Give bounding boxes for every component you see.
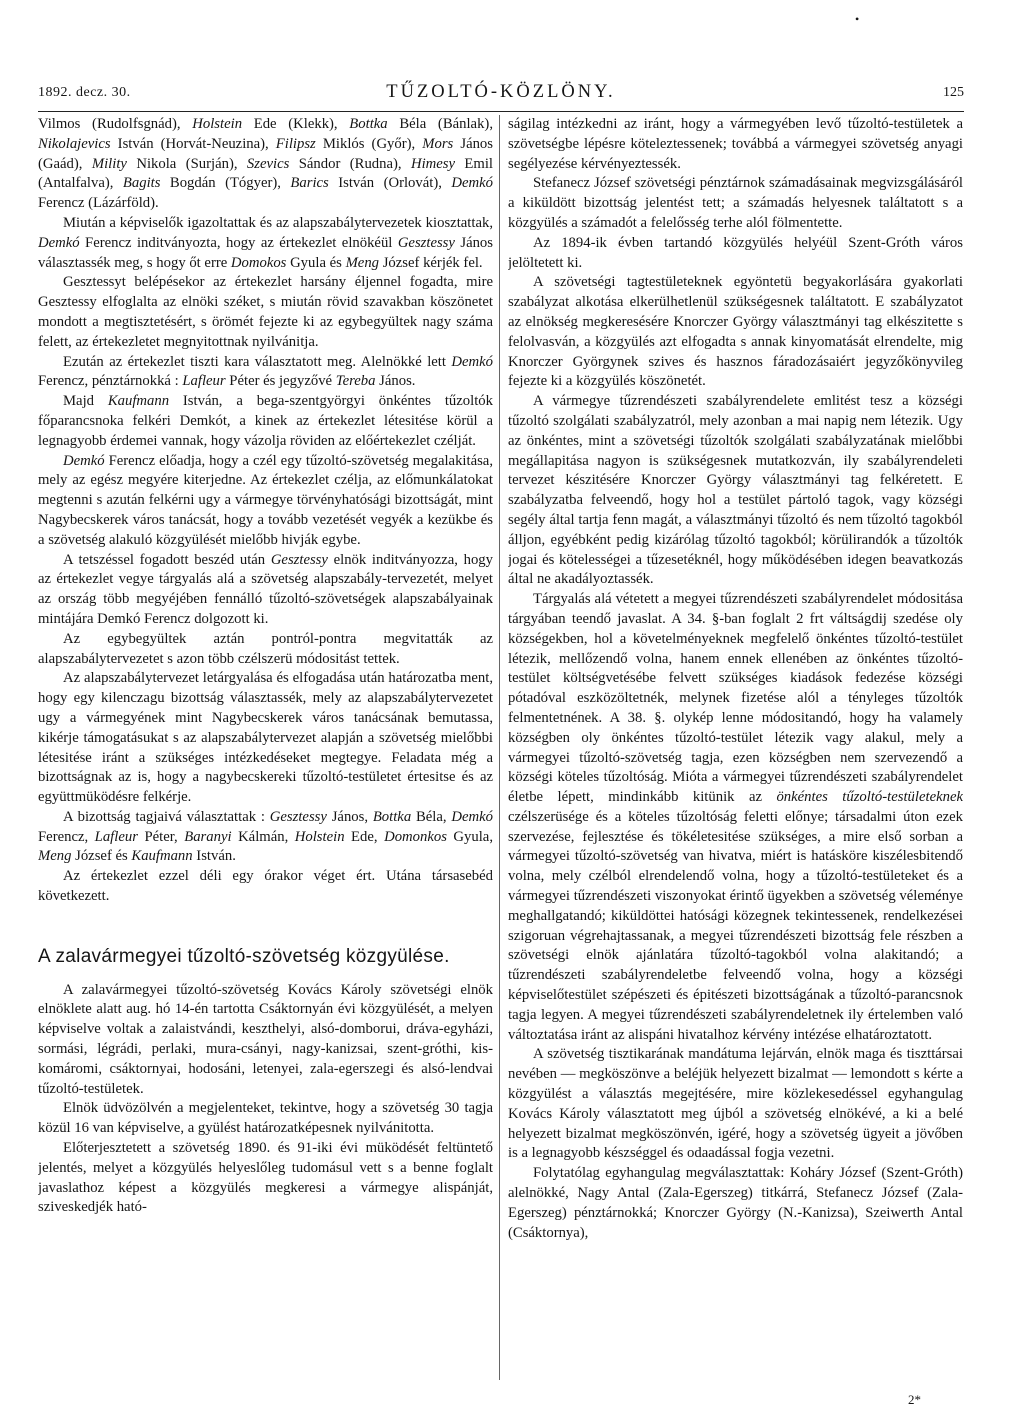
italic-name: Demkó — [451, 353, 493, 370]
italic-name: Lafleur — [182, 373, 226, 390]
italic-name: Domonkos — [384, 828, 447, 845]
paragraph: Stefanecz József szövetségi pénztárnok számadásainak megvizsgálásáról a kiküldött bizottság jelentést tett; a számadás helyesnek találtatott s a közgyülés a számadót a felelősség terhe alól fölmentette. — [508, 175, 963, 231]
article-heading: A zalavármegyei tűzoltó-szövetség közgyülése. — [38, 945, 450, 967]
italic-name: Demkó — [63, 452, 105, 469]
italic-name: Domokos — [230, 254, 287, 271]
paragraph: A bizottság tagjaivá választattak : Gesztessy János, Bottka Béla, Demkó Ferencz, Lafleur Péter, Baranyi Kálmán, Holstein Ede, Domonkos Gyula, Meng József és Kaufmann István. — [38, 808, 493, 865]
paragraph: Miután a képviselők igazoltattak és az alapszabálytervezetek kiosztattak, Demkó Ferencz inditványozta, hogy az értekezlet elnökéül Gesztessy János választassék meg, s hogy őt erre Domokos Gyula és Meng József kérjék fel. — [38, 214, 493, 271]
newspaper-title: TŰZOLTÓ-KÖZLÖNY. — [386, 82, 616, 102]
footer-signature: 2* — [908, 1392, 921, 1407]
italic-name: önkéntes tűzoltó-testületeknek — [776, 789, 963, 806]
page-number: 125 — [943, 85, 964, 100]
italic-name: Bagits — [122, 175, 161, 192]
paragraph: A tetszéssel fogadott beszéd után Gesztessy elnök inditványozza, hogy az értekezlet vegye tárgyalás alá a szövetség alapszabály-tervezetét, melyet az ország több megyéjében fennálló tűzoltó-szövetségek alapszabályainak mintájára Demkó Ferencz dolgozott ki. — [38, 551, 493, 627]
paragraph: Majd Kaufmann István, a bega-szentgyörgyi önkéntes tűzoltók főparancsnoka felkéri Demkót, a kinek az értekezlet létesitése körül a legnagyobb érdemei vannak, hogy vázolja röviden az előértekezlet czélját. — [38, 393, 493, 449]
paragraph: Ezután az értekezlet tiszti kara választatott meg. Alelnökké lett Demkó Ferencz, pénztárnokká : Lafleur Péter és jegyzővé Tereba János. — [38, 353, 493, 390]
italic-name: Holstein — [294, 828, 345, 845]
paragraph: Tárgyalás alá vétetett a megyei tűzrendészeti szabályrendelet módositása tárgyában teendő javaslat. A 34. §-ban foglalt 2 frt váltságdij szedése oly községekben, hol a követelményeknek megfelelő önkéntes tűzoltó-testület létezik, mellőzendő volna, hanem ennek ellenében az önkéntes tűzoltó-testület költségvetésébe felvett szükséges kiadások fedezése községi pótadóval eszközöltetnék, melynek fizetése alól a tényleges tűzoltók felmentetnének. A 38. §. olykép lenne módositandó, hogy ha valamely községben oly önkéntes tűzoltó-testület létezik vagy alakul, mely a vármegyei tűzoltó-szövetség tagja, ezen községben nem szervezendő a községi köteles tűzoltóság. Mióta a vármegyei tűzrendészeti szabályrendelet életbe lépett, mindinkább kitünik az önkéntes tűzoltó-testületeknek czélszerüsége és a köteles tűzoltóság feletti előnye; társadalmi úton ezek szervezése, fejlesztése és tökéletesitése szükséges, a mire első sorban a vármegyei tűzoltó-szövetség van hivatva, miért is hatásköre kiszélesbitendő volna, mely czélból elrendelendő volna, hogy a tűzoltó-testületeket és a vármegyei tűzrendészeti viszonyokat érintő ügyekben a szövetség véleménye meghallgatandó; kiküldöttei hatósági közegnek tekintessenek, rendelkezései szigoruan végrehajtassanak, a megyei tűzrendészeti bizottság fele részben a szövetségi elnök ajánlatára tűzoltó-tagokból volna alakitandó; a tűzrendészeti szabályrendeletbe felveendő volna, hogy a községi képviselőtestület szépészeti és épitészeti bizottságának a tűzoltó-parancsnok tagja legyen. A megyei tűzrendészeti szabályrendeletnek ily értelemben való változtatása iránt az alispáni hivatalhoz kérvény intézése elhatároztatott. — [508, 591, 963, 1043]
paragraph: Előterjesztetett a szövetség 1890. és 91-iki évi müködését feltüntető jelentés, melyet a közgyülés helyeslőleg tudomásul vett s a benne foglalt javaslathoz képest a közgyülés megkeresi a vármegye alispánját, sziveskedjék ható- — [38, 1140, 493, 1216]
paragraph: A szövetség tisztikarának mandátuma lejárván, elnök maga és tiszttársai nevében — megköszönve a beléjük helyezett bizalmat — lemondott s kérte a közgyülést a választás megejtésére, mire közlekesedéssel egyhangulag Kovács Károly választatott meg újból a szövetség elnökévé, a ki a belé helyezett bizalmat megköszönvén, igéré, hogy a szövetség ügyeit a jövőben is a legnagyobb készséggel és odaadással fogja vezetni. — [508, 1046, 963, 1162]
italic-name: Nikolajevics — [38, 135, 111, 152]
paragraph: ságilag intézkedni az iránt, hogy a vármegyében levő tűzoltó-testületek a szövetségbe lépésre köteleztessenek; továbbá a vármegyei szövetség anyagi segélyezése kérvényeztessék. — [508, 116, 963, 172]
paragraph: A zalavármegyei tűzoltó-szövetség Kovács Károly szövetségi elnök elnöklete alatt aug. hó 14-én tartotta Csáktornyán évi közgyülését, a melyen képviselve voltak a zalaistvándi, keszthelyi, alsó-domborui, dráva-egyházi, sormási, légrádi, perlaki, mura-csányi, nagy-kanizsai, szent-gróthi, kis-komáromi, csáktornyai, hodosáni, letenyei, zala-egerszegi és alsó-lendvai tűzoltó-testületek. — [38, 981, 493, 1097]
paragraph: A szövetségi tagtestületeknek egyöntetü begyakorlására gyakorlati szabályzat alkotása elkerülhetlenül szükségesnek találtatott. E szabályzatot az elnökség megkeresésére Knorczer György választmányi tag elkészitette s felolvasván, a közgyülés azt elfogadta s annak kinyomatását elrendelte, mig Knorczer Györgynek szives és hasznos fáradozásaiért jegyzőkönyvileg fejezte ki a közgyülés köszönetét. — [508, 274, 963, 390]
left-column — [38, 115, 493, 1385]
italic-name: Bottka — [372, 808, 412, 825]
header-rule — [38, 111, 964, 112]
italic-name: Tereba — [335, 373, 376, 390]
italic-name: Baranyi — [184, 828, 232, 845]
italic-name: Gesztessy — [397, 234, 455, 251]
italic-name: Himesy — [410, 155, 456, 172]
italic-name: Szevics — [246, 155, 290, 172]
italic-name: Meng — [38, 848, 72, 865]
italic-name: Bottka — [349, 116, 388, 132]
italic-name: Filipsz — [275, 135, 316, 152]
italic-name: Mors — [422, 135, 454, 152]
italic-name: Kaufmann — [131, 848, 193, 865]
print-mark: • — [855, 12, 860, 26]
column-divider — [499, 115, 500, 1380]
page-header — [38, 80, 964, 108]
italic-name: Gesztessy — [270, 551, 328, 568]
italic-name: Lafleur — [94, 828, 138, 845]
paragraph: Az 1894-ik évben tartandó közgyülés helyéül Szent-Gróth város jelöltetett ki. — [508, 234, 963, 271]
paragraph: Az egybegyültek aztán pontról-pontra megvitatták az alapszabálytervezetet s azon több czélszerü módositást tettek. — [38, 630, 493, 667]
paragraph: Folytatólag egyhangulag megválasztattak: Koháry József (Szent-Gróth) alelnökké, Nagy Antal (Zala-Egerszeg) titkárrá, Stefanecz József (Zala-Egerszeg) pénztárnokká; Knorczer György (N.-Kanizsa), Szeiwerth Antal (Csáktornya), — [508, 1165, 963, 1241]
italic-name: Demkó — [451, 808, 493, 825]
italic-name: Holstein — [192, 116, 243, 132]
paragraph: Az alapszabálytervezet letárgyalása és elfogadása után határozatba ment, hogy egy kilenczagu bizottság választassék, mely az alapszabálytervezetet ugy a vármegyének mint Nagybecskerek város tanácsának bemutassa, kikérje támogatásukat s az alapszabálytervezet alapján a szövetség mielőbbi létesitése iránt a szükséges intézkedéseket megtegye. Feladata még a bizottságnak az is, hogy a nagybecskereki tűzoltó-testületet értesitse és az együttmüködésre felkérje. — [38, 670, 493, 806]
italic-name: Barics — [290, 175, 329, 192]
italic-name: Kaufmann — [107, 393, 170, 410]
italic-name: Demkó — [38, 234, 80, 251]
issue-date: 1892. decz. 30. — [38, 85, 131, 100]
paragraph: A vármegye tűzrendészeti szabályrendelete emlitést tesz a községi tűzoltó szolgálati szabályzatról, mely azonban a mai napig nem létezik. Ugy az önkéntes, mint a szövetségi tűzoltók szolgálati szabályzatának mielőbbi megállapitása nagyon is szükségesnek mutatkozván, ily szabályrendeleti tervezet készitésére Knorczer György választmányi tag felkéretett. E szabályzatba felveendő, hogy hol a testület pártoló tagok, vagy községi segély által tartja fenn magát, a választmányi tűzoltó és nem tűzoltó tagokból álljon, egyébként pedig kizárólag tűzoltó tagokból; körülirandók a tűzoltók jogai és kötelességei a tűzesetéknél, hogy működésében idegen beavatkozás által ne akadályoztassék. — [508, 393, 963, 588]
paragraph: Az értekezlet ezzel déli egy órakor véget ért. Utána társasebéd következett. — [38, 868, 493, 905]
paragraph: Vilmos (Rudolfsgnád), Holstein Ede (Klekk), Bottka Béla (Bánlak), Nikolajevics István (Horvát-Neuzina), Filipsz Miklós (Győr), Mors János (Gaád), Mility Nikola (Surján), Szevics Sándor (Rudna), Himesy Emil (Antalfalva), Bagits Bogdán (Tógyer), Barics István (Orlovát), Demkó Ferencz (Lázárföld). — [38, 116, 493, 212]
italic-name: Meng — [345, 254, 380, 271]
italic-name: Gesztessy — [269, 808, 327, 825]
paragraph: Demkó Ferencz előadja, hogy a czél egy tűzoltó-szövetség megalakitása, mely az egész megyére kiterjedne. Az értekezlet czélja, az előmunkálatokat megtenni s azután felkérni ugy a vármegye törvényhatósági bizottságát, mint Nagybecskerek város tanácsát, hogy a tovább vezetését vegyék a kezükbe és a szövetség alakuló közgyülését mielőbb hivják egybe. — [38, 452, 493, 548]
italic-name: Mility — [91, 155, 127, 172]
right-column — [508, 115, 963, 1385]
paragraph: Elnök üdvözölvén a megjelenteket, tekintve, hogy a szövetség 30 tagja közül 16 van képviselve, a gyülést határozatképesnek nyilvánitotta. — [38, 1100, 493, 1137]
paragraph: Gesztessyt belépésekor az értekezlet harsány éljennel fogadta, mire Gesztessy elfoglalta az elnöki széket, s miután rövid szavakban köszönetet mondott a megtisztetésért, s örömét fejezte ki az egybegyültek nagy száma felett, az értekezletet megnyitottnak nyilvánitja. — [38, 274, 493, 350]
italic-name: Demkó — [451, 175, 493, 192]
